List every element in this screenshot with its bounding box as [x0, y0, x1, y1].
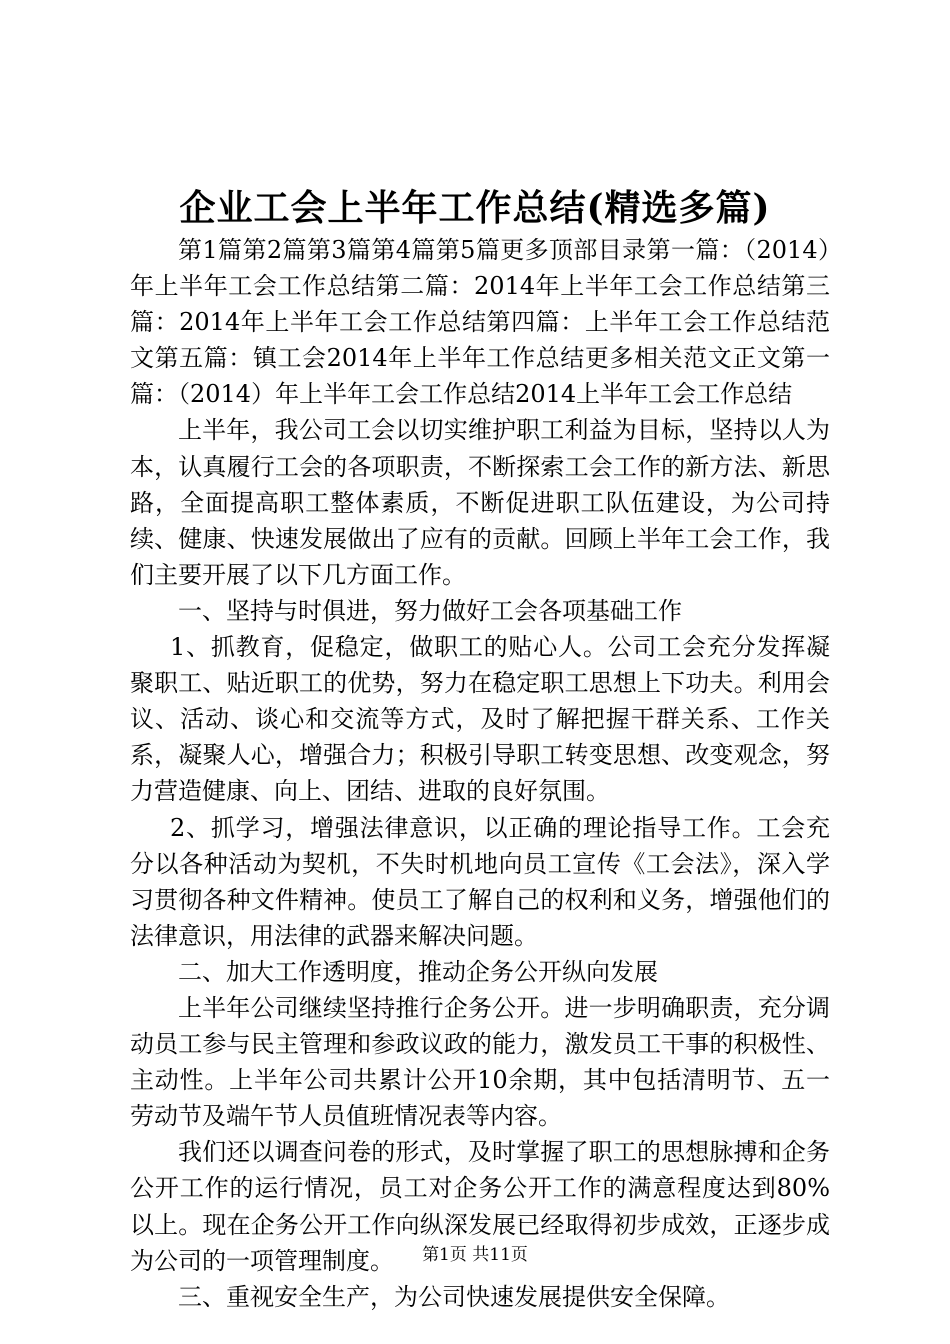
paragraph-intro: 上半年，我公司工会以切实维护职工利益为目标，坚持以人为本，认真履行工会的各项职责，不断探索工会工作的新方法、新思路，全面提高职工整体素质，不断促进职工队伍建设，为公司持续、健康、快速发展做出了应有的贡献。回顾上半年工会工作，我们主要开展了以下几方面工作。 [130, 416, 830, 589]
document-body [130, 232, 830, 1315]
paragraph-disclosure: 上半年公司继续坚持推行企务公开。进一步明确职责，充分调动员工参与民主管理和参政议政的能力，激发员工干事的积极性、主动性。上半年公司共累计公开10余期，其中包括清明节、五一劳动节及端午节人员值班情况表等内容。 [130, 993, 830, 1131]
paragraph-toc: 第1篇第2篇第3篇第4篇第5篇更多顶部目录第一篇：（2014）年上半年工会工作总结第二篇：2014年上半年工会工作总结第三篇：2014年上半年工会工作总结第四篇：上半年工会工作总结范文第五篇：镇工会2014年上半年工作总结更多相关范文正文第一篇：（2014）年上半年工会工作总结2014上半年工会工作总结 [130, 236, 830, 409]
section-heading-2: 二、加大工作透明度，推动企务公开纵向发展 [178, 957, 658, 986]
section-heading-1: 一、坚持与时俱进，努力做好工会各项基础工作 [178, 596, 682, 625]
page-number-footer: 第1页 共11页 [422, 1245, 528, 1265]
paragraph-item-2: 2、抓学习，增强法律意识，以正确的理论指导工作。工会充分以各种活动为契机，不失时机地向员工宣传《工会法》，深入学习贯彻各种文件精神。使员工了解自己的权利和义务，增强他们的法律意识，用法律的武器来解决问题。 [130, 813, 830, 950]
paragraph-survey: 我们还以调查问卷的形式，及时掌握了职工的思想脉搏和企务公开工作的运行情况，员工对企务公开工作的满意程度达到80%以上。现在企务公开工作向纵深发展已经取得初步成效，正逐步成为公司的一项管理制度。 [130, 1138, 830, 1275]
paragraph-item-1: 1、抓教育，促稳定，做职工的贴心人。公司工会充分发挥凝聚职工、贴近职工的优势，努力在稳定职工思想上下功夫。利用会议、活动、谈心和交流等方式，及时了解把握干群关系、工作关系，凝聚人心，增强合力；积极引导职工转变思想、改变观念，努力营造健康、向上、团结、进取的良好氛围。 [130, 633, 830, 806]
document-title: 企业工会上半年工作总结(精选多篇) [179, 187, 771, 229]
section-heading-3: 三、重视安全生产，为公司快速发展提供安全保障。 [178, 1282, 730, 1311]
